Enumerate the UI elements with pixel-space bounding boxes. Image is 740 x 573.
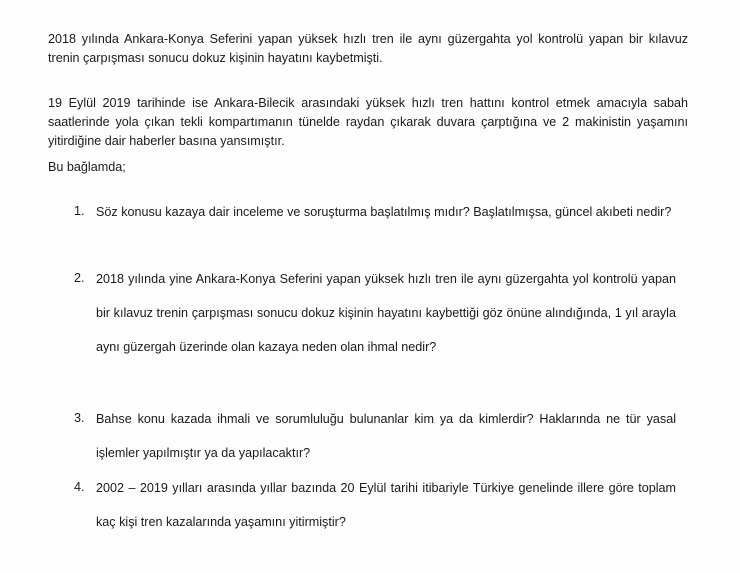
question-text-3: Bahse konu kazada ihmali ve sorumluluğu bulunanlar kim ya da kimlerdir? Haklarında ne tür yasal işlemler yapılmıştır ya da yapılacaktır? — [96, 412, 676, 460]
question-number-3: 3. — [74, 411, 85, 425]
question-number-2: 2. — [74, 271, 85, 285]
intro-paragraph-2: 19 Eylül 2019 tarihinde ise Ankara-Bilecik arasındaki yüksek hızlı tren hattını kontrol etmek amacıyla sabah saatlerinde yola çıkan tekli kompartımanın tünelde raydan çıkarak duvara çarptığına ve 2 makinistin yaşamını yitirdiğine dair haberler basına yansımıştır. — [48, 96, 688, 148]
context-heading: Bu bağlamda; — [48, 160, 126, 174]
intro-paragraph-1: 2018 yılında Ankara-Konya Seferini yapan yüksek hızlı tren ile aynı güzergahta yol kontrolü yapan bir kılavuz trenin çarpışması sonucu dokuz kişinin hayatını kaybetmişti. — [48, 32, 688, 65]
question-text-4: 2002 – 2019 yılları arasında yıllar bazında 20 Eylül tarihi itibariyle Türkiye genelinde illere göre toplam kaç kişi tren kazalarında yaşamını yitirmiştir? — [96, 481, 676, 529]
question-number-1: 1. — [74, 204, 85, 218]
question-text-2: 2018 yılında yine Ankara-Konya Seferini yapan yüksek hızlı tren ile aynı güzergahta yol kontrolü yapan bir kılavuz trenin çarpışması sonucu dokuz kişinin hayatını kaybettiği göz önüne alındığında, 1 yıl arayla aynı güzergah üzerinde olan kazaya neden olan ihmal nedir? — [96, 272, 676, 354]
question-number-4: 4. — [74, 480, 85, 494]
question-text-1: Söz konusu kazaya dair inceleme ve soruşturma başlatılmış mıdır? Başlatılmışsa, güncel akıbeti nedir? — [96, 205, 672, 219]
